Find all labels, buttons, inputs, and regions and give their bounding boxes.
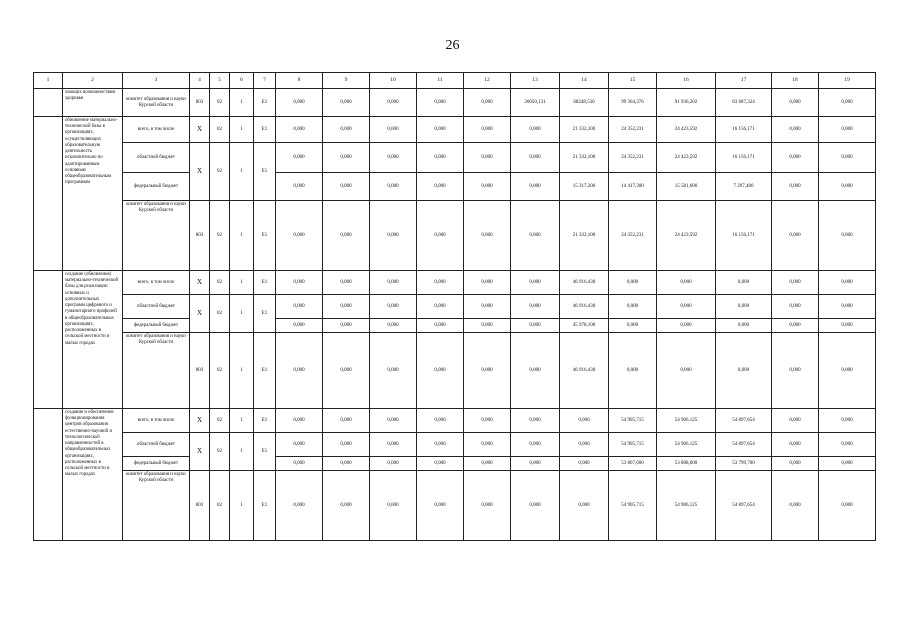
value-cell: 0,000 <box>370 271 417 295</box>
value-cell: 0,000 <box>464 143 511 173</box>
table-row <box>34 333 876 409</box>
column-number: 5 <box>210 73 230 89</box>
value-cell: 0,000 <box>276 143 323 173</box>
value-cell: 0,000 <box>511 471 560 541</box>
value-cell: 45 978,100 <box>560 319 609 333</box>
grbs-code: 803 <box>190 471 210 541</box>
value-cell: 0,000 <box>276 333 323 409</box>
code-cell: 02 <box>210 89 230 117</box>
value-cell: 0,000 <box>560 471 609 541</box>
value-cell: 0,000 <box>464 295 511 319</box>
row-number <box>34 89 63 117</box>
value-cell: 0,000 <box>370 89 417 117</box>
code-cell: 1 <box>230 89 254 117</box>
value-cell: 0,000 <box>417 457 464 471</box>
value-cell: 0,000 <box>417 89 464 117</box>
value-cell: 0,000 <box>276 471 323 541</box>
value-cell: 0,000 <box>819 271 876 295</box>
value-cell: 0,000 <box>511 295 560 319</box>
value-cell: 0,000 <box>370 201 417 271</box>
column-number: 9 <box>323 73 370 89</box>
subsection-code: 1 <box>230 143 254 201</box>
subsection-code: 1 <box>230 117 254 143</box>
value-cell: 0,000 <box>323 89 370 117</box>
value-cell: 0,000 <box>417 433 464 457</box>
column-number: 17 <box>716 73 772 89</box>
value-cell: 0,000 <box>370 319 417 333</box>
value-cell: 53 799,700 <box>716 457 772 471</box>
column-number: 15 <box>609 73 657 89</box>
subsection-code: 1 <box>230 295 254 333</box>
value-cell: 15 317,200 <box>560 173 609 201</box>
value-cell: 0,000 <box>276 409 323 433</box>
value-cell: 0,000 <box>276 457 323 471</box>
value-cell: 0,000 <box>464 433 511 457</box>
value-cell: 54 906,125 <box>657 433 716 457</box>
column-number: 6 <box>230 73 254 89</box>
measure-name: создание и обеспечение функционирования центров образования естественно-научной и технологической направленностей в общеобразовательных организациях, расположенных в сельской местности и малых городах <box>63 409 123 541</box>
value-cell: 0,000 <box>370 333 417 409</box>
section-code: 02 <box>210 295 230 333</box>
value-cell: 0,000 <box>370 409 417 433</box>
value-cell: 0,000 <box>417 333 464 409</box>
grbs-code: 803 <box>190 201 210 271</box>
table-row <box>34 143 876 173</box>
value-cell: 0,000 <box>772 333 819 409</box>
table-row <box>34 173 876 201</box>
measure-name: создание (обновление) материально-технической базы для реализации основных и дополнительных программ цифрового и гуманитарного профилей в общеобразовательных организациях, расположенных в сельской местности и малых городах <box>63 271 123 409</box>
value-cell: 91 936,202 <box>657 89 716 117</box>
code-cell: E1 <box>254 89 276 117</box>
payer-name: федеральный бюджет <box>123 319 190 333</box>
table-row <box>34 201 876 271</box>
target-code: E1 <box>254 295 276 333</box>
row-number <box>34 271 63 409</box>
payer-name: комитет образования и науки Курской области <box>123 89 190 117</box>
value-cell: 0,000 <box>819 433 876 457</box>
target-code: E1 <box>254 409 276 433</box>
value-cell: 0,000 <box>370 471 417 541</box>
header-row <box>34 73 876 89</box>
value-cell: 0,000 <box>464 471 511 541</box>
value-cell: 16 156,171 <box>716 201 772 271</box>
column-number: 10 <box>370 73 417 89</box>
value-cell: 0,000 <box>716 319 772 333</box>
value-cell: 0,000 <box>657 295 716 319</box>
value-cell: 54 905,715 <box>609 471 657 541</box>
value-cell: 0,000 <box>657 271 716 295</box>
value-cell: 0,000 <box>819 89 876 117</box>
section-code: 02 <box>210 471 230 541</box>
grbs-code: X <box>190 143 210 201</box>
value-cell: 24 423,592 <box>657 201 716 271</box>
column-number: 19 <box>819 73 876 89</box>
row-number <box>34 409 63 541</box>
column-number: 2 <box>63 73 123 89</box>
target-code: E1 <box>254 143 276 201</box>
value-cell: 0,000 <box>323 295 370 319</box>
value-cell: 0,000 <box>276 117 323 143</box>
value-cell: 0,000 <box>276 433 323 457</box>
payer-name: областной бюджет <box>123 433 190 457</box>
value-cell: 0,000 <box>323 471 370 541</box>
value-cell: 0,000 <box>323 173 370 201</box>
value-cell: 0,000 <box>819 471 876 541</box>
column-number: 11 <box>417 73 464 89</box>
value-cell: 0,000 <box>511 201 560 271</box>
value-cell: 15 581,600 <box>657 173 716 201</box>
value-cell: 0,000 <box>560 409 609 433</box>
value-cell: 0,000 <box>323 201 370 271</box>
value-cell: 7 297,400 <box>716 173 772 201</box>
section-code: 02 <box>210 143 230 201</box>
value-cell: 0,000 <box>609 295 657 319</box>
value-cell: 0,000 <box>772 117 819 143</box>
payer-name: всего, в том числе <box>123 409 190 433</box>
value-cell: 0,000 <box>370 433 417 457</box>
value-cell: 0,000 <box>323 333 370 409</box>
value-cell: 54 906,125 <box>657 471 716 541</box>
target-code: E1 <box>254 271 276 295</box>
value-cell: 0,000 <box>772 89 819 117</box>
grbs-code: X <box>190 117 210 143</box>
value-cell: 54 897,654 <box>716 433 772 457</box>
value-cell: 0,000 <box>276 89 323 117</box>
value-cell: 0,000 <box>819 201 876 271</box>
value-cell: 0,000 <box>417 117 464 143</box>
payer-name: областной бюджет <box>123 295 190 319</box>
measure-name: обновление материально-технической базы в организациях, осуществляющих образовательную деятельность исключительно по адаптированным основным общеобразовательным программам <box>63 117 123 271</box>
payer-name: комитет образования и науки Курской области <box>123 201 190 271</box>
value-cell: 0,000 <box>370 173 417 201</box>
value-cell: 0,000 <box>511 173 560 201</box>
value-cell: 54 906,125 <box>657 409 716 433</box>
section-code: 02 <box>210 433 230 471</box>
value-cell: 0,000 <box>323 319 370 333</box>
value-cell: 0,000 <box>772 457 819 471</box>
value-cell: 0,000 <box>417 271 464 295</box>
value-cell: 26050,131 <box>511 89 560 117</box>
page-number: 26 <box>445 38 460 53</box>
value-cell: 0,000 <box>716 295 772 319</box>
value-cell: 0,000 <box>276 295 323 319</box>
target-code: E1 <box>254 201 276 271</box>
value-cell: 54 897,654 <box>716 409 772 433</box>
value-cell: 0,000 <box>772 143 819 173</box>
value-cell: 16 156,171 <box>716 143 772 173</box>
grbs-code: X <box>190 295 210 333</box>
target-code: E1 <box>254 433 276 471</box>
value-cell: 0,000 <box>417 143 464 173</box>
value-cell: 0,000 <box>511 433 560 457</box>
grbs-code: X <box>190 271 210 295</box>
value-cell: 0,000 <box>464 117 511 143</box>
value-cell: 0,000 <box>819 117 876 143</box>
section-code: 02 <box>210 409 230 433</box>
value-cell: 0,000 <box>716 333 772 409</box>
payer-name: комитет образования и науки Курской области <box>123 333 190 409</box>
section-code: 02 <box>210 271 230 295</box>
value-cell: 14 417,300 <box>609 173 657 201</box>
value-cell: 0,000 <box>323 143 370 173</box>
code-cell: 803 <box>190 89 210 117</box>
column-number: 1 <box>34 73 63 89</box>
value-cell: 24 352,231 <box>609 143 657 173</box>
row-number <box>34 117 63 271</box>
value-cell: 0,000 <box>417 409 464 433</box>
value-cell: 0,000 <box>417 295 464 319</box>
value-cell: 0,000 <box>417 471 464 541</box>
value-cell: 0,000 <box>370 457 417 471</box>
value-cell: 0,000 <box>276 319 323 333</box>
value-cell: 21 332,100 <box>560 143 609 173</box>
target-code: E1 <box>254 333 276 409</box>
value-cell: 0,000 <box>819 319 876 333</box>
value-cell: 0,000 <box>819 333 876 409</box>
column-number: 18 <box>772 73 819 89</box>
value-cell: 0,000 <box>819 295 876 319</box>
value-cell: 0,000 <box>772 295 819 319</box>
value-cell: 0,000 <box>511 319 560 333</box>
value-cell: 21 332,100 <box>560 117 609 143</box>
value-cell: 0,000 <box>464 89 511 117</box>
value-cell: 0,000 <box>511 143 560 173</box>
subsection-code: 1 <box>230 201 254 271</box>
value-cell: 0,000 <box>819 143 876 173</box>
subsection-code: 1 <box>230 333 254 409</box>
value-cell: 0,000 <box>464 457 511 471</box>
value-cell: 0,000 <box>819 457 876 471</box>
value-cell: 0,000 <box>772 173 819 201</box>
value-cell: 0,000 <box>657 319 716 333</box>
table-row <box>34 271 876 295</box>
value-cell: 0,000 <box>511 333 560 409</box>
table-row <box>34 117 876 143</box>
value-cell: 46 916,430 <box>560 295 609 319</box>
column-number: 3 <box>123 73 190 89</box>
value-cell: 53 808,000 <box>657 457 716 471</box>
value-cell: 0,000 <box>370 117 417 143</box>
grbs-code: 803 <box>190 333 210 409</box>
payer-name: федеральный бюджет <box>123 457 190 471</box>
column-number: 16 <box>657 73 716 89</box>
value-cell: 0,000 <box>464 409 511 433</box>
value-cell: 24 352,231 <box>609 117 657 143</box>
measure-name: чающих возможностями здоровья <box>63 89 123 117</box>
table-row <box>34 409 876 433</box>
value-cell: 0,000 <box>417 173 464 201</box>
subsection-code: 1 <box>230 471 254 541</box>
value-cell: 0,000 <box>772 433 819 457</box>
value-cell: 0,000 <box>772 271 819 295</box>
payer-name: всего, в том числе <box>123 117 190 143</box>
value-cell: 0,000 <box>464 319 511 333</box>
value-cell: 0,000 <box>417 201 464 271</box>
value-cell: 16 156,171 <box>716 117 772 143</box>
value-cell: 0,000 <box>276 201 323 271</box>
column-number: 14 <box>560 73 609 89</box>
value-cell: 0,000 <box>560 433 609 457</box>
grbs-code: X <box>190 409 210 433</box>
section-code: 02 <box>210 333 230 409</box>
payer-name: всего, в том числе <box>123 271 190 295</box>
value-cell: 0,000 <box>323 457 370 471</box>
column-number: 13 <box>511 73 560 89</box>
value-cell: 0,000 <box>323 117 370 143</box>
subsection-code: 1 <box>230 271 254 295</box>
value-cell: 99 364,376 <box>609 89 657 117</box>
value-cell: 0,000 <box>276 271 323 295</box>
value-cell: 0,000 <box>511 271 560 295</box>
value-cell: 0,000 <box>464 271 511 295</box>
payer-name: федеральный бюджет <box>123 173 190 201</box>
section-code: 02 <box>210 201 230 271</box>
value-cell: 0,000 <box>716 271 772 295</box>
value-cell: 54 905,715 <box>609 409 657 433</box>
table-row <box>34 295 876 319</box>
payer-name: областной бюджет <box>123 143 190 173</box>
payer-name: комитет образования и науки Курской области <box>123 471 190 541</box>
budget-table <box>33 72 876 541</box>
target-code: E1 <box>254 117 276 143</box>
value-cell: 0,000 <box>819 409 876 433</box>
table-row <box>34 319 876 333</box>
column-number: 4 <box>190 73 210 89</box>
value-cell: 0,000 <box>511 457 560 471</box>
value-cell: 0,000 <box>609 319 657 333</box>
table-row <box>34 471 876 541</box>
value-cell: 54 905,715 <box>609 433 657 457</box>
value-cell: 0,000 <box>609 271 657 295</box>
value-cell: 0,000 <box>772 201 819 271</box>
value-cell: 46 916,430 <box>560 271 609 295</box>
value-cell: 0,000 <box>464 201 511 271</box>
value-cell: 0,000 <box>323 271 370 295</box>
target-code: E1 <box>254 471 276 541</box>
value-cell: 83 687,324 <box>716 89 772 117</box>
value-cell: 0,000 <box>772 319 819 333</box>
value-cell: 21 332,100 <box>560 201 609 271</box>
value-cell: 0,000 <box>276 173 323 201</box>
section-code: 02 <box>210 117 230 143</box>
value-cell: 0,000 <box>417 319 464 333</box>
subsection-code: 1 <box>230 433 254 471</box>
column-number: 8 <box>276 73 323 89</box>
value-cell: 46 916,430 <box>560 333 609 409</box>
table-row <box>34 89 876 117</box>
value-cell: 53 807,600 <box>609 457 657 471</box>
value-cell: 0,000 <box>772 409 819 433</box>
value-cell: 0,000 <box>464 173 511 201</box>
grbs-code: X <box>190 433 210 471</box>
column-number: 12 <box>464 73 511 89</box>
value-cell: 24 423,592 <box>657 117 716 143</box>
value-cell: 24 352,231 <box>609 201 657 271</box>
table-row <box>34 433 876 457</box>
value-cell: 0,000 <box>511 117 560 143</box>
table-row <box>34 457 876 471</box>
value-cell: 0,000 <box>323 409 370 433</box>
value-cell: 0,000 <box>511 409 560 433</box>
value-cell: 0,000 <box>609 333 657 409</box>
value-cell: 0,000 <box>323 433 370 457</box>
value-cell: 0,000 <box>560 457 609 471</box>
value-cell: 0,000 <box>819 173 876 201</box>
value-cell: 54 897,654 <box>716 471 772 541</box>
value-cell: 0,000 <box>464 333 511 409</box>
value-cell: 0,000 <box>772 471 819 541</box>
value-cell: 0,000 <box>370 295 417 319</box>
value-cell: 0,000 <box>657 333 716 409</box>
subsection-code: 1 <box>230 409 254 433</box>
column-number: 7 <box>254 73 276 89</box>
value-cell: 68248,530 <box>560 89 609 117</box>
value-cell: 24 423,592 <box>657 143 716 173</box>
value-cell: 0,000 <box>370 143 417 173</box>
